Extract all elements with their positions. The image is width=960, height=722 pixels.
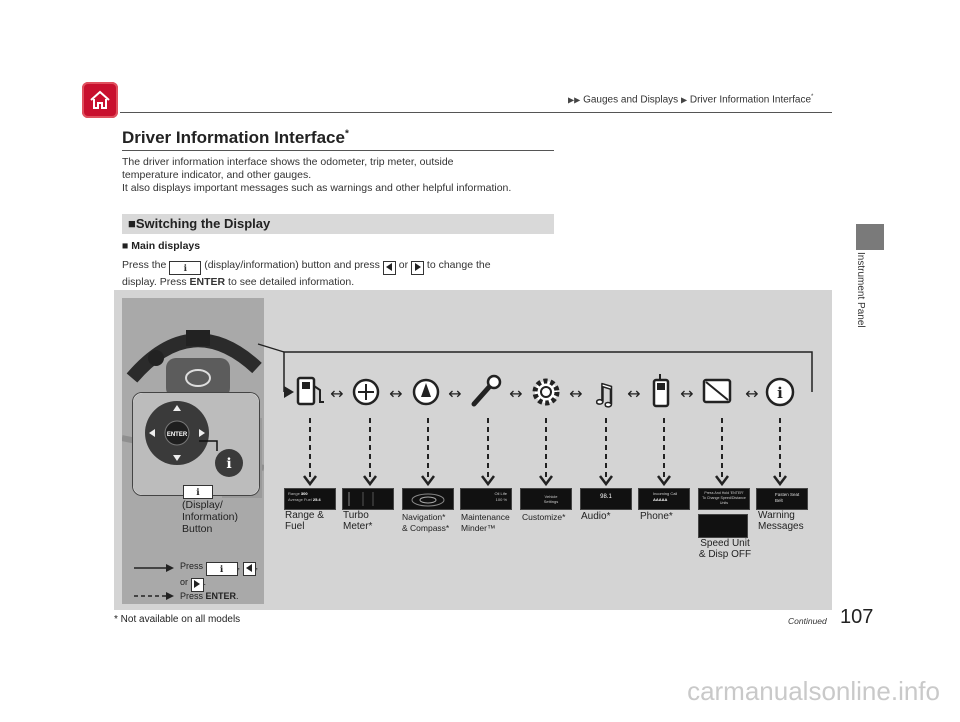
svg-text:↔: ↔ bbox=[627, 384, 641, 403]
screen-label-warning: Warning Messages bbox=[758, 510, 804, 532]
continued-label: Continued bbox=[788, 616, 827, 626]
legend-arrows bbox=[130, 560, 180, 604]
screen-label-speed-unit: Speed Unit & Disp OFF bbox=[698, 538, 752, 560]
enter-keyword: ENTER bbox=[205, 591, 237, 601]
info-button-icon: ℹ bbox=[169, 261, 201, 275]
customize-screen bbox=[520, 488, 572, 510]
screen-label-turbo-meter: Turbo Meter* bbox=[343, 510, 373, 532]
body-text: Press the bbox=[122, 259, 167, 271]
screen-label-range-fuel: Range & Fuel bbox=[285, 510, 324, 532]
maintenance-screen bbox=[460, 488, 512, 510]
screen-text: Fasten Seat Belt bbox=[775, 492, 800, 503]
info-button-icon: ℹ bbox=[183, 485, 213, 499]
subsection-heading: ■ Main displays bbox=[122, 240, 201, 252]
screen-text: 300 bbox=[300, 491, 308, 496]
enter-keyword: ENTER bbox=[189, 276, 226, 288]
display-off-screen bbox=[698, 514, 748, 538]
screen-text: 25.4 bbox=[312, 497, 321, 502]
legend-text: or bbox=[180, 577, 189, 587]
screen-label-customize: Customize* bbox=[522, 512, 566, 522]
screen-text: AAAAA bbox=[653, 497, 668, 502]
svg-text:♫: ♫ bbox=[591, 378, 617, 411]
callout-label-line: Button bbox=[182, 523, 213, 535]
body-text: or bbox=[398, 259, 409, 271]
enter-button-label: ENTER bbox=[166, 432, 188, 438]
breadcrumb-asterisk: * bbox=[811, 94, 814, 100]
intro-line: The driver information interface shows the odometer, trip meter, outside bbox=[122, 156, 454, 168]
svg-text:↔: ↔ bbox=[745, 384, 759, 403]
body-text: to change the bbox=[426, 259, 491, 271]
screen-text: Range bbox=[288, 491, 300, 496]
screen-text: Incoming Call bbox=[653, 491, 678, 496]
screen-label-phone: Phone* bbox=[640, 511, 673, 522]
screen-text: Average Fuel bbox=[288, 497, 312, 502]
svg-text:↔: ↔ bbox=[448, 384, 462, 403]
body-text: to see detailed information. bbox=[228, 276, 355, 288]
title-asterisk: * bbox=[344, 128, 349, 140]
svg-text:↔: ↔ bbox=[680, 384, 694, 403]
screen-text: 98.1 bbox=[600, 494, 612, 500]
svg-text:↔: ↔ bbox=[509, 384, 523, 403]
watermark-text: carmanualsonline.info bbox=[687, 676, 940, 706]
intro-line: temperature indicator, and other gauges. bbox=[122, 169, 312, 181]
svg-text:↔: ↔ bbox=[330, 384, 344, 403]
speed-unit-icon bbox=[704, 380, 730, 402]
legend-text: . bbox=[236, 591, 239, 601]
turbo-icon bbox=[354, 380, 378, 404]
chapter-label-text: Instrument Panel bbox=[855, 252, 866, 328]
display-cycle-row bbox=[290, 372, 810, 412]
breadcrumb-item[interactable]: Driver Information Interface bbox=[689, 94, 812, 106]
breadcrumb-arrow-icon: ▶▶ bbox=[568, 95, 581, 105]
warning-screen bbox=[756, 488, 808, 510]
wrench-icon bbox=[474, 376, 500, 404]
left-arrow-button-icon bbox=[243, 562, 256, 576]
callout-label-line: (Display/ bbox=[182, 499, 223, 511]
dashed-arrows bbox=[290, 416, 810, 490]
screen-text: 100 % bbox=[495, 497, 507, 502]
callout-label-line: Information) bbox=[182, 511, 239, 523]
fuel-pump-icon bbox=[298, 378, 324, 404]
body-text: (display/information) button and press bbox=[204, 259, 380, 271]
screen-label-maintenance: Maintenance Minder™ bbox=[461, 512, 510, 533]
watermark bbox=[0, 666, 960, 722]
legend-enter bbox=[180, 591, 239, 601]
range-fuel-screen bbox=[284, 488, 336, 510]
page-number: 107 bbox=[840, 606, 874, 628]
svg-text:↔: ↔ bbox=[569, 384, 583, 403]
compass-icon bbox=[414, 380, 438, 404]
screen-label-navigation: Navigation* & Compass* bbox=[402, 512, 450, 533]
phone-screen bbox=[638, 488, 690, 510]
screen-text: Oil Life bbox=[494, 491, 507, 496]
breadcrumb-item[interactable]: Gauges and Displays bbox=[583, 94, 679, 106]
screen-text: Vehicle Settings bbox=[543, 494, 559, 504]
svg-text:ℹ: ℹ bbox=[777, 384, 783, 402]
turbo-meter-screen bbox=[342, 488, 394, 510]
audio-screen bbox=[580, 488, 632, 510]
legend-text: Press bbox=[180, 591, 204, 601]
svg-text:↔: ↔ bbox=[389, 384, 403, 403]
info-button-icon: ℹ bbox=[206, 562, 238, 576]
legend-press: Press ℹ , , or . bbox=[180, 560, 258, 592]
svg-text:ℹ: ℹ bbox=[226, 456, 232, 472]
music-note-icon bbox=[591, 378, 616, 411]
right-arrow-button-icon bbox=[191, 578, 204, 592]
body-text: display. Press bbox=[122, 276, 187, 288]
page-title-text: Driver Information Interface bbox=[122, 128, 345, 147]
section-heading-text: ■Switching the Display bbox=[128, 216, 271, 231]
warning-info-icon bbox=[767, 379, 793, 405]
breadcrumb-arrow-icon: ▶ bbox=[680, 95, 688, 105]
screen-label-audio: Audio* bbox=[581, 511, 611, 522]
intro-line: It also displays important messages such as warnings and other helpful information. bbox=[122, 182, 512, 194]
compass-screen bbox=[402, 488, 454, 510]
speed-unit-screen bbox=[698, 488, 750, 510]
legend-text: Press bbox=[180, 561, 204, 571]
gear-icon bbox=[535, 381, 557, 403]
phone-icon bbox=[654, 374, 668, 406]
screen-text: Press And Hold 'ENTER' To Change Speed/Distance Units bbox=[702, 491, 746, 505]
footnote: * Not available on all models bbox=[114, 614, 241, 625]
